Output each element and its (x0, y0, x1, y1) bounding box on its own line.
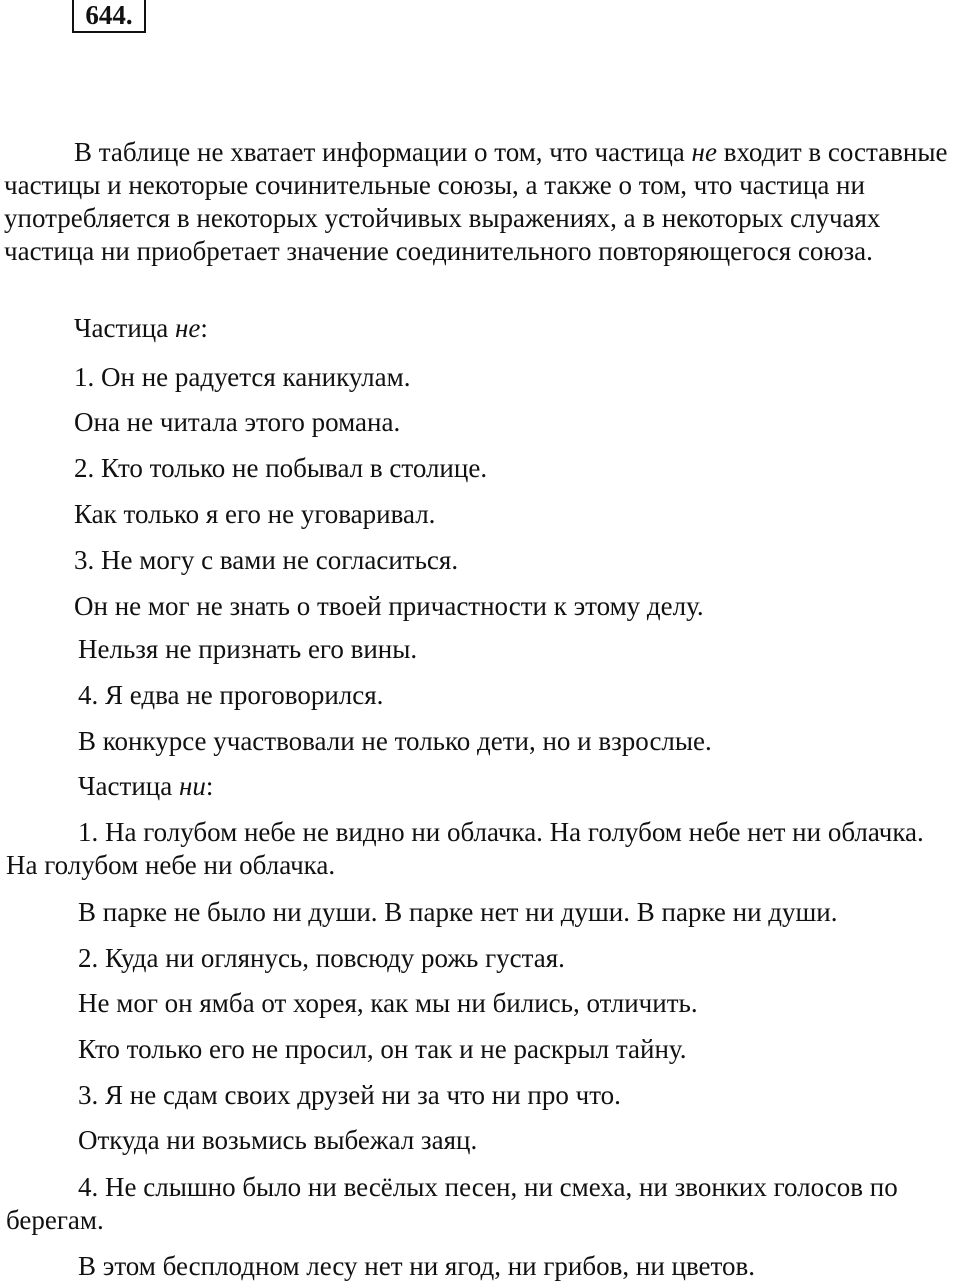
section-ne-label: Частица (74, 313, 175, 343)
section-ne-heading (74, 312, 208, 345)
example-line: 3. Не могу с вами не согласиться. (74, 545, 459, 575)
example-line: 4. Я едва не проговорился. (78, 680, 384, 710)
example-line: Откуда ни возьмись выбежал заяц. (78, 1125, 478, 1155)
section-ne-colon: : (200, 313, 208, 343)
example-line: 2. Кто только не побывал в столице. (74, 453, 488, 483)
section-ni-particle: ни (178, 771, 206, 801)
example-line: Как только я его не уговаривал. (74, 499, 436, 529)
section-ne-particle: не (174, 313, 201, 343)
example-line: Кто только его не просил, он так и не раскрыл тайну. (78, 1034, 687, 1064)
intro-text-part2: входит в составные частицы и некоторые сочинительные союзы, а также о том, что частица ни употребляется в некоторых устойчивых выражениях, а в некоторых случаях частица ни приобретает значение соединительного повторяющегося союза. (4, 137, 948, 266)
example-line: 3. Я не сдам своих друзей ни за что ни про что. (78, 1080, 621, 1110)
intro-text-part1: В таблице не хватает информации о том, что частица (74, 137, 692, 167)
example-line: В парке не было ни души. В парке нет ни души. В парке ни души. (78, 897, 838, 927)
example-paragraph: 1. На голубом небе не видно ни облачка. На голубом небе нет ни облачка. На голубом небе ни облачка. (6, 817, 924, 880)
example-line: 1. Он не радуется каникулам. (74, 362, 411, 392)
section-ni-colon: : (205, 771, 214, 801)
section-ni-label: Частица (78, 771, 179, 801)
example-line: Нельзя не признать его вины. (78, 634, 418, 664)
example-line: 2. Куда ни оглянусь, повсюду рожь густая. (78, 943, 565, 973)
example-line: В конкурсе участвовали не только дети, но и взрослые. (78, 726, 712, 756)
intro-paragraph (4, 136, 956, 268)
intro-particle-ne: не (691, 137, 717, 167)
example-line: Он не мог не знать о твоей причастности к этому делу. (74, 591, 704, 621)
example-line: В этом бесплодном лесу нет ни ягод, ни грибов, ни цветов. (78, 1251, 755, 1281)
exercise-number: 644. (72, 0, 146, 33)
example-line: Она не читала этого романа. (74, 407, 401, 437)
example-line: Не мог он ямба от хорея, как мы ни бились, отличить. (78, 988, 698, 1018)
section-ni-heading (78, 770, 213, 803)
example-paragraph: 4. Не слышно было ни весёлых песен, ни смеха, ни звонких голосов по берегам. (6, 1172, 898, 1235)
